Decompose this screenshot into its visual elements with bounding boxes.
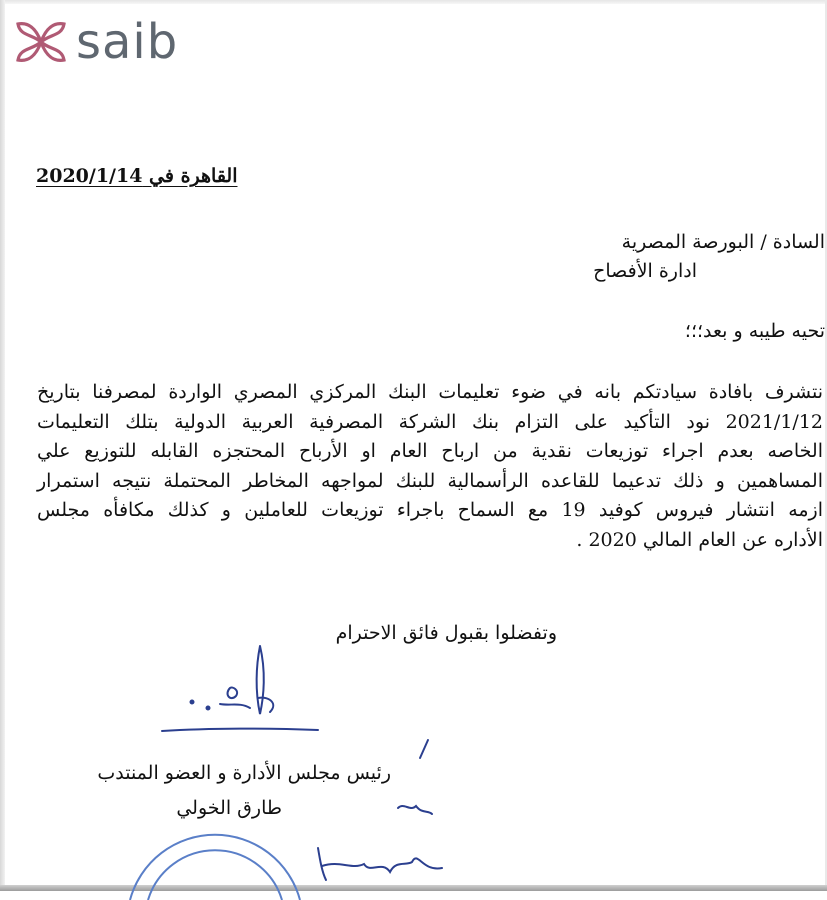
addressee-line-1: السادة / البورصة المصرية (621, 231, 825, 253)
letter-body (37, 378, 823, 556)
handwritten-signature-icon (300, 730, 450, 890)
saib-knot-logo-icon (12, 14, 70, 70)
page-left-edge (0, 0, 5, 891)
page-top-edge (0, 0, 827, 4)
addressee-line-2: ادارة الأفصاح (593, 260, 697, 282)
handwritten-signature-icon (160, 636, 320, 736)
greeting: تحيه طيبه و بعد؛؛؛ (684, 320, 825, 342)
body-line: المساهمين و ذلك تدعيما للقاعده الرأسمالية للبنك لمواجهه المخاطر المحتملة نتيجه استمرار (37, 469, 823, 492)
body-line: الأداره عن العام المالي 2020 . (576, 528, 823, 551)
saib-wordmark: saib (76, 14, 179, 70)
bank-stamp-icon (120, 830, 310, 900)
body-line: 2021/1/12 نود التأكيد على التزام بنك الشركة المصرفية العربية الدولية بتلك التعليمات (37, 410, 823, 433)
letter-date: القاهرة في 2020/1/14 (36, 165, 238, 187)
closing-phrase: وتفضلوا بقبول فائق الاحترام (335, 622, 557, 644)
body-line: ازمه انتشار فيروس كوفيد 19 مع السماح باجراء توزيعات للعاملين و كذلك مكافأه مجلس (37, 499, 824, 522)
body-line: الخاصه بعدم اجراء توزيعات نقدية من ارباح العام او الأرباح المحتجزه القابله للتوزيع علي (37, 440, 823, 463)
signatory-name: طارق الخولي (176, 797, 282, 819)
signatory-title: رئيس مجلس الأدارة و العضو المنتدب (97, 762, 391, 784)
saib-logo (12, 14, 178, 70)
body-line: نتشرف بافادة سيادتكم بانه في ضوء تعليمات البنك المركزي المصري الواردة لمصرفنا بتاريخ (37, 381, 823, 403)
